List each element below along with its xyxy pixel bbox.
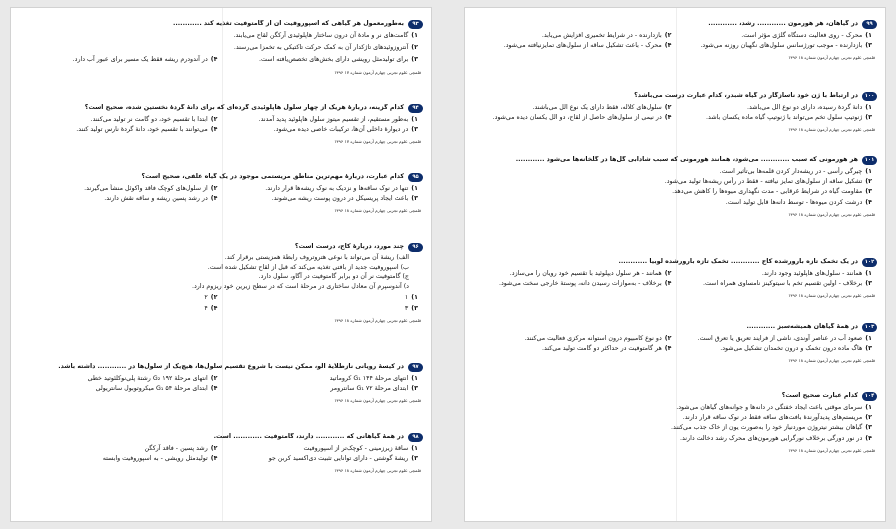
question-number-badge: ۱۰۱ xyxy=(862,156,877,165)
answer-option[interactable] xyxy=(672,269,873,279)
option-text: سلول‌های کلاله، فقط دارای یک نوع الل می‌باشند. xyxy=(532,104,662,111)
options-group xyxy=(17,31,423,41)
question-number-badge: ۱۰۳ xyxy=(862,323,877,332)
option-number: ۳) xyxy=(411,126,418,134)
option-number: ۴) xyxy=(210,455,218,463)
answer-option[interactable] xyxy=(17,444,218,454)
option-number: ۱) xyxy=(411,294,418,302)
option-number: ۳) xyxy=(865,114,872,122)
question-source: قلمچی علوم تجربی چهارم آزمون شماره ۱۸ ۱۳۹۶ xyxy=(334,317,421,323)
question-block xyxy=(17,104,423,147)
option-text: در آندودرم ریشه فقط یک مسیر برای عبور آب دارد. xyxy=(72,56,208,64)
option-number: ۱) xyxy=(865,335,872,342)
option-text: ۳ xyxy=(404,304,409,312)
question-block xyxy=(471,258,877,301)
option-number: ۱) xyxy=(865,32,872,39)
answer-option[interactable] xyxy=(672,31,873,41)
question-number-badge: ۱۰۲ xyxy=(862,258,877,267)
question-block xyxy=(471,156,877,219)
question-number-badge: ۹۷ xyxy=(408,363,423,372)
option-text: مقاومت گیاه در شرایط غرقابی - مدت نگهداری میوه‌ها را کاهش می‌دهد. xyxy=(672,188,863,196)
answer-option[interactable] xyxy=(672,103,873,113)
answer-option[interactable] xyxy=(471,31,672,41)
option-text: به‌طور مستقیم، از تقسیم میتوز سلول هاپلوئید پدید آمدند. xyxy=(258,116,409,123)
question-block xyxy=(17,20,423,77)
answer-option[interactable] xyxy=(218,454,419,464)
option-text: ۴ xyxy=(204,304,208,312)
option-text: همانند - سلول‌های هاپلوئید وجود دارند. xyxy=(761,270,863,277)
option-text: ساقهٔ زیرزمینی - کوچک‌تر از اسپوروفیت xyxy=(303,445,409,452)
options-group xyxy=(17,293,423,313)
option-number: ۴) xyxy=(210,126,218,134)
option-number: ۲) xyxy=(210,185,218,192)
question-block xyxy=(471,92,877,135)
option-number: ۴) xyxy=(865,434,872,442)
option-number: ۳) xyxy=(411,56,418,64)
options-group xyxy=(471,334,877,354)
answer-option[interactable] xyxy=(471,413,872,423)
option-text: ژنوتیپ سلول تخم می‌تواند با ژنوتیپ گیاه ماده یکسان باشد. xyxy=(706,114,863,122)
question-number-badge: ۱۰۴ xyxy=(862,392,877,401)
options-group xyxy=(17,374,423,394)
option-number: ۴) xyxy=(865,198,872,206)
question-text: چند مورد، دربارهٔ کاج، درست است؟ xyxy=(294,243,404,250)
options-group xyxy=(17,184,423,204)
answer-option[interactable] xyxy=(471,434,872,444)
option-text: صعود آب در عناصر آوندی، ناشی از فرایند تعریق یا تعرق است. xyxy=(697,335,863,342)
answer-option[interactable] xyxy=(218,125,419,135)
options-group xyxy=(17,55,423,65)
option-text: درشت کردن میوه‌ها - توسط دانه‌ها قابل تولید است. xyxy=(725,198,863,206)
option-number: ۴) xyxy=(210,385,218,393)
option-text: ابتدای مرحلهٔ G₁ ۷۲ سانترومر xyxy=(330,385,409,393)
option-text: برخلاف - اولین تقسیم تخم با سیتوکینز نامساوی همراه است. xyxy=(703,280,863,288)
option-number: ۲) xyxy=(664,32,672,39)
option-number: ۲) xyxy=(664,270,672,277)
options-group xyxy=(471,167,877,208)
question-stem xyxy=(471,258,877,267)
option-text: محرک - باعث تشکیل ساقه از سلول‌های تمایزنیافته می‌شود. xyxy=(503,42,662,50)
option-text: تشکیل ساقه از سلول‌های تمایز نیافته - فقط در رأس ریشه‌ها تولید می‌شود. xyxy=(664,178,863,186)
options-group xyxy=(471,103,877,123)
option-text: بازدارنده - موجب تورژسانس سلول‌های نگهبان روزنه می‌شود. xyxy=(700,42,863,50)
option-number: ۱) xyxy=(865,104,872,111)
option-text: گیاهان بیشتر نیتروژن موردنیاز خود را به‌صورت یون از خاک جذب می‌کنند. xyxy=(670,424,863,432)
question-stem xyxy=(471,156,877,165)
answer-option[interactable] xyxy=(471,403,872,413)
answer-option[interactable] xyxy=(17,43,418,53)
option-number: ۴) xyxy=(664,42,672,50)
answer-option[interactable] xyxy=(471,269,672,279)
answer-option[interactable] xyxy=(218,304,419,314)
answer-option[interactable] xyxy=(672,279,873,289)
answer-option[interactable] xyxy=(218,194,419,204)
answer-option[interactable] xyxy=(17,374,218,384)
option-text: در نور دورگی برخلاف نورگرایی هورمون‌های محرک رشد دخالت دارند. xyxy=(679,434,863,442)
option-number: ۲) xyxy=(664,104,672,111)
question-stem xyxy=(471,92,877,101)
question-number-badge: ۹۳ xyxy=(408,20,423,29)
statement-item: الف) ریشهٔ آن می‌تواند با نوعی هتروتروف رابطهٔ همزیستی برقرار کند. xyxy=(224,254,409,261)
question-number-badge: ۹۴ xyxy=(408,104,423,113)
option-number: ۲) xyxy=(210,445,218,452)
question-text: کدام عبارت صحیح است؟ xyxy=(781,392,858,399)
options-group xyxy=(471,31,877,51)
answer-option[interactable] xyxy=(471,344,672,354)
answer-option[interactable] xyxy=(17,454,218,464)
question-text: در گیاهان، هر هورمون ............ رشد، ............ xyxy=(708,20,858,27)
option-number: ۱) xyxy=(865,270,872,277)
options-group xyxy=(17,444,423,464)
option-text: تولیدمثل رویشی - به اسپوروفیت وابسته xyxy=(102,455,208,463)
option-number: ۲) xyxy=(210,294,218,302)
answer-option[interactable] xyxy=(471,41,672,51)
option-text: از سلول‌های کوچک فاقد واکوئل منشأ می‌گیرند. xyxy=(84,185,208,192)
question-stem xyxy=(17,20,423,29)
option-number: ۱) xyxy=(411,116,418,123)
question-text: هر هورمونی که سبب ............ می‌شود، همانند هورمونی که سبب شادابی گل‌ها در گلخانه‌ها می‌شود ............ xyxy=(515,156,858,163)
option-text: برای تولیدمثل رویشی دارای بخش‌های تخصص‌یافته است. xyxy=(259,56,409,64)
answer-option[interactable] xyxy=(17,55,218,65)
option-text: دو نوع کامبیوم درون استوانه مرکزی فعالیت می‌کنند. xyxy=(524,335,662,342)
answer-option[interactable] xyxy=(471,167,872,177)
option-text: هاگ ماده درون تخمک و درون تخمدان تشکیل می‌شود. xyxy=(720,345,863,353)
option-text: هر گامتوفیت در حداکثر دو گامت تولید می‌کند. xyxy=(541,345,662,353)
option-number: ۱) xyxy=(411,32,418,39)
answer-option[interactable] xyxy=(471,423,872,433)
option-text: دانهٔ گردهٔ رسیده، دارای دو نوع الل می‌باشد. xyxy=(746,104,863,111)
option-text: مریستم‌های پدیدآورندهٔ بافت‌های ساقه فقط در نوک ساقه قرار دارند. xyxy=(682,414,863,422)
question-source: قلمچی علوم تجربی چهارم آزمون شماره ۱۷ ۱۳۹۶ xyxy=(334,139,421,145)
question-stem xyxy=(471,323,877,332)
answer-option[interactable] xyxy=(672,334,873,344)
option-number: ۴) xyxy=(664,114,672,122)
exam-page-left xyxy=(10,7,432,522)
option-number: ۳) xyxy=(865,188,872,196)
question-source: قلمچی علوم تجربی چهارم آزمون شماره ۱۷ ۱۳۹۶ xyxy=(334,69,421,75)
option-number: ۲) xyxy=(865,414,872,422)
options-group xyxy=(471,403,877,444)
question-text: در ارتباط با ژن خود ناسازگار در گیاه شبدر، کدام عبارت درست می‌باشد؟ xyxy=(634,92,858,99)
option-number: ۲) xyxy=(664,335,672,342)
option-text: همانند - هر سلول دیپلوئید با تقسیم خود رویان را می‌سازد. xyxy=(509,270,662,277)
option-number: ۳) xyxy=(411,304,418,312)
question-text: به‌طورمعمول هر گیاهی که اسپوروفیت آن از گامتوفیت تغذیه کند ............ xyxy=(173,20,404,27)
option-text: در نیمی از سلول‌های حاصل از لقاح، دو الل یکسان دیده می‌شود. xyxy=(492,114,662,122)
answer-option[interactable] xyxy=(471,187,872,197)
answer-option[interactable] xyxy=(17,31,418,41)
question-stem xyxy=(17,243,423,252)
answer-option[interactable] xyxy=(218,444,419,454)
answer-option[interactable] xyxy=(471,177,872,187)
option-number: ۴) xyxy=(210,195,218,203)
question-block xyxy=(17,243,423,325)
option-number: ۴) xyxy=(664,280,672,288)
question-block xyxy=(17,173,423,216)
question-source: قلمچی علوم تجربی چهارم آزمون شماره ۱۸ ۱۳۹۶ xyxy=(788,211,875,217)
option-number: ۴) xyxy=(210,56,218,64)
option-text: گامت‌های نر و مادهٔ آن درون ساختار هاپلوئیدی آرکگن لقاح می‌یابند. xyxy=(233,32,409,39)
answer-option[interactable] xyxy=(471,103,672,113)
answer-option[interactable] xyxy=(17,304,218,314)
question-stem xyxy=(17,173,423,182)
statement-list xyxy=(17,253,423,291)
answer-option[interactable] xyxy=(672,344,873,354)
answer-option[interactable] xyxy=(471,279,672,289)
option-text: در رشد پسین ریشه و ساقه نقش دارند. xyxy=(104,195,208,203)
answer-option[interactable] xyxy=(218,384,419,394)
question-source: قلمچی علوم تجربی چهارم آزمون شماره ۱۸ ۱۳۹۶ xyxy=(334,398,421,404)
question-source: قلمچی علوم تجربی چهارم آزمون شماره ۱۸ ۱۳۹۶ xyxy=(788,293,875,299)
options-group xyxy=(471,269,877,289)
question-number-badge: ۹۸ xyxy=(408,433,423,442)
question-number-badge: ۹۹ xyxy=(862,20,877,29)
question-number-badge: ۱۰۰ xyxy=(862,92,877,101)
option-text: سرمای موقتی باعث ایجاد خفتگی در دانه‌ها و جوانه‌های گیاهان می‌شود. xyxy=(676,404,863,411)
option-number: ۱) xyxy=(865,404,872,411)
option-number: ۲) xyxy=(865,178,872,186)
question-block xyxy=(471,20,877,63)
question-number-badge: ۹۶ xyxy=(408,243,423,252)
option-text: انتهای مرحلهٔ G₁ ۱۴۴ کروماتید xyxy=(329,375,409,382)
question-source: قلمچی علوم تجربی چهارم آزمون شماره ۱۸ ۱۳۹۶ xyxy=(788,127,875,133)
option-text: ۲ xyxy=(204,294,208,302)
option-text: در دیوارهٔ داخلی آن‌ها، ترکیبات خاصی دیده می‌شود. xyxy=(273,126,409,134)
question-text: کدام عبارت، دربارهٔ مهم‌ترین مناطق مریستمی موجود در یک گیاه علفی، صحیح است؟ xyxy=(141,173,404,180)
answer-option[interactable] xyxy=(17,115,218,125)
question-text: در همهٔ گیاهان همیشه‌سبز ............ xyxy=(746,323,858,330)
answer-option[interactable] xyxy=(672,113,873,123)
answer-option[interactable] xyxy=(218,374,419,384)
exam-page-right xyxy=(464,7,886,522)
answer-option[interactable] xyxy=(218,184,419,194)
question-source: قلمچی علوم تجربی چهارم آزمون شماره ۱۸ ۱۳۹۶ xyxy=(788,447,875,453)
statement-item: ج) گامتوفیت نر آن دو برابر گامتوفیت در آگاو، سلول دارد. xyxy=(258,273,409,281)
answer-option[interactable] xyxy=(471,198,872,208)
option-number: ۳) xyxy=(865,42,872,50)
answer-option[interactable] xyxy=(218,55,419,65)
question-text: در کیسهٔ رویانی نازطلایهٔ آلو، ممکن نیست با شروع تقسیم سلول‌ها، هیچ‌یک از سلول‌ها در ............ داشته باشد. xyxy=(58,363,404,370)
question-text: کدام گزینه، دربارهٔ هریک از چهار سلول هاپلوئیدی گرده‌ای که برای دانهٔ گردهٔ نخستین شده، صحیح است؟ xyxy=(84,104,404,111)
question-number-badge: ۹۵ xyxy=(408,173,423,182)
option-text: ابتدای مرحلهٔ G₁ ۵۴ میکروتوبول سانتریولی xyxy=(95,385,208,393)
option-number: ۳) xyxy=(411,455,418,463)
answer-option[interactable] xyxy=(218,115,419,125)
option-text: تنها در نوک ساقه‌ها و نزدیک به نوک ریشه‌ها قرار دارند. xyxy=(265,185,409,192)
question-stem xyxy=(471,20,877,29)
question-block xyxy=(471,392,877,455)
question-stem xyxy=(17,363,423,372)
option-text: محرک - روی فعالیت دستگاه گلژی مؤثر است. xyxy=(741,32,863,39)
answer-option[interactable] xyxy=(17,293,218,303)
option-number: ۱) xyxy=(865,168,872,175)
answer-option[interactable] xyxy=(17,384,218,394)
option-number: ۳) xyxy=(865,345,872,353)
option-number: ۴) xyxy=(210,304,218,312)
option-number: ۱) xyxy=(411,445,418,452)
option-text: رشد پسین - فاقد آرکگن xyxy=(144,445,208,452)
option-text: ۱ xyxy=(404,294,409,302)
question-stem xyxy=(17,104,423,113)
option-number: ۳) xyxy=(865,424,872,432)
option-text: ابتدا با تقسیم خود، دو گامت نر تولید می‌کنند. xyxy=(90,116,208,123)
option-text: می‌توانند با تقسیم خود، دانهٔ گردهٔ نارس تولید کنند. xyxy=(76,126,208,134)
option-text: باعث ایجاد پریسیکل در درون پوست ریشه می‌شوند. xyxy=(271,195,409,203)
answer-option[interactable] xyxy=(218,293,419,303)
answer-option[interactable] xyxy=(17,125,218,135)
question-source: قلمچی علوم تجربی چهارم آزمون شماره ۱۸ ۱۳۹۶ xyxy=(788,55,875,61)
question-block xyxy=(17,363,423,406)
question-stem xyxy=(471,392,877,401)
option-text: بازدارنده - در شرایط تخمیری افزایش می‌یابد. xyxy=(541,32,662,39)
option-text: انتهای مرحلهٔ G₂ ۱۹۲ رشتهٔ پلی‌نوکلئوتید خطی xyxy=(87,375,208,382)
question-text: در یک تخمک تازه بارورشده کاج ............ تخمک تازه بارورشده لوبیا ............ xyxy=(618,258,858,265)
option-text: چیرگی رأسی - در ریشه‌دار کردن قلمه‌ها بی‌تأثیر است. xyxy=(719,168,863,175)
question-text: در همهٔ گیاهانی که ............ دارند، گامتوفیت ............ است. xyxy=(213,433,404,440)
option-number: ۳) xyxy=(865,280,872,288)
option-number: ۲) xyxy=(411,44,418,52)
option-number: ۲) xyxy=(210,375,218,382)
statement-item: د) آندوسپرم آن معادل ساختاری در مرحلهٔ است که در سطح زیرین خود ریزوم دارد. xyxy=(192,282,409,290)
question-block xyxy=(471,323,877,366)
question-source: قلمچی علوم تجربی چهارم آزمون شماره ۱۸ ۱۳۹۶ xyxy=(334,468,421,474)
question-source: قلمچی علوم تجربی چهارم آزمون شماره ۱۸ ۱۳۹۶ xyxy=(788,358,875,364)
option-number: ۳) xyxy=(411,385,418,393)
options-group xyxy=(17,43,423,53)
option-number: ۱) xyxy=(411,375,418,382)
options-group xyxy=(17,115,423,135)
option-number: ۱) xyxy=(411,185,418,192)
option-text: آنتروزوئیدهای تاژکدار آن به کمک حرکت تاکتیکی به تخمزا می‌رسند. xyxy=(233,44,409,52)
question-stem xyxy=(17,433,423,442)
option-number: ۲) xyxy=(210,116,218,123)
option-text: ریشهٔ گوشتی - دارای توانایی تثبیت دی‌اکسید کربن جو xyxy=(268,455,409,463)
answer-option[interactable] xyxy=(672,41,873,51)
option-number: ۴) xyxy=(664,345,672,353)
question-block xyxy=(17,433,423,476)
question-source: قلمچی علوم تجربی چهارم آزمون شماره ۱۸ ۱۳۹۶ xyxy=(334,208,421,214)
answer-option[interactable] xyxy=(471,113,672,123)
answer-option[interactable] xyxy=(471,334,672,344)
statement-item: ب) اسپوروفیت جدید از بافتی تغذیه می‌کند که قبل از لقاح تشکیل شده است. xyxy=(207,263,409,271)
option-text: برخلاف - به‌موازات رسیدن دانه، پوستهٔ خارجی سخت می‌شود. xyxy=(498,280,662,288)
option-number: ۳) xyxy=(411,195,418,203)
answer-option[interactable] xyxy=(17,184,218,194)
answer-option[interactable] xyxy=(17,194,218,204)
